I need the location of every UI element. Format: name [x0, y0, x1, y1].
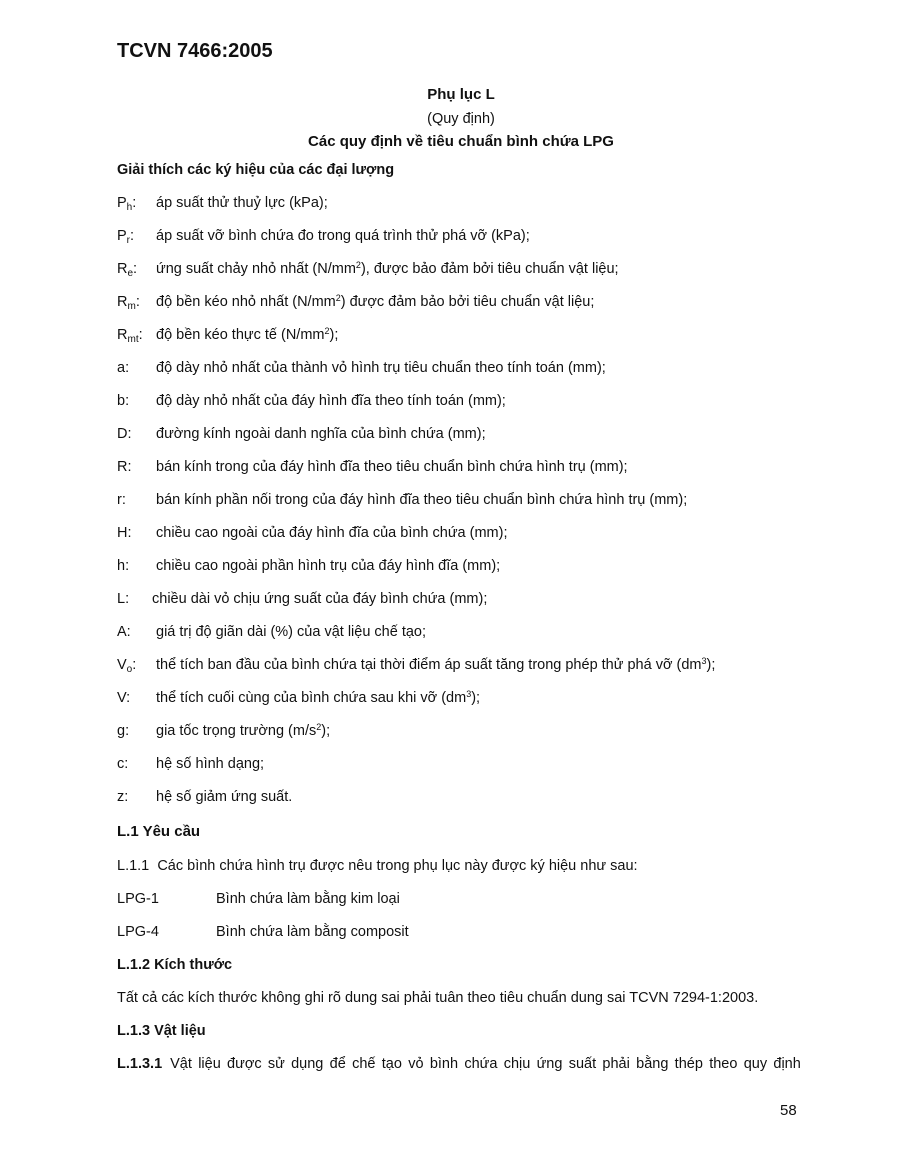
- symbol-colon: :: [125, 393, 130, 409]
- word: liệu: [198, 1056, 221, 1072]
- symbol-description: [156, 459, 628, 475]
- symbol-label: [117, 789, 128, 805]
- symbol-base: P: [117, 195, 127, 211]
- symbol-description: [156, 327, 338, 343]
- symbol-description-text-end: );: [321, 723, 331, 739]
- l1131-text: [170, 1056, 801, 1072]
- code-lpg1: LPG-1: [117, 891, 159, 907]
- section-l1-heading: L.1 Yêu cầu: [117, 823, 201, 840]
- symbol-label: [117, 723, 129, 739]
- symbol-description: [156, 723, 330, 739]
- symbol-subscript: h: [126, 202, 133, 213]
- symbol-subscript: o: [126, 664, 133, 675]
- symbol-description-text: gia tốc trọng trường (m/s: [156, 723, 317, 739]
- word: theo: [709, 1056, 738, 1072]
- symbol-description-text: ứng suất chảy nhỏ nhất (N/mm: [156, 261, 356, 277]
- symbol-description: [156, 426, 486, 442]
- symbol-description: [156, 492, 687, 508]
- symbol-description-text: thể tích cuối cùng của bình chứa sau khi vỡ (dm: [156, 690, 467, 706]
- symbol-description-text-end: ), được bảo đảm bởi tiêu chuẩn vật liệu;: [360, 261, 619, 277]
- word: quy: [743, 1056, 768, 1072]
- l112-heading: L.1.2 Kích thước: [117, 957, 233, 973]
- symbol-description: [156, 525, 507, 541]
- symbol-subscript: e: [127, 268, 134, 279]
- appendix-type: (Quy định): [427, 111, 495, 127]
- symbol-base: P: [117, 228, 127, 244]
- symbol-colon: :: [125, 360, 130, 376]
- symbol-colon: :: [127, 459, 132, 475]
- symbol-description-text: áp suất thử thuỷ lực (kPa);: [156, 195, 328, 211]
- l111-number: L.1.1: [117, 858, 150, 874]
- symbol-description-text: chiều dài vỏ chịu ứng suất của đáy bình chứa (mm);: [152, 591, 488, 607]
- symbol-label: [117, 624, 131, 640]
- symbol-label: [117, 426, 132, 442]
- word: tạo: [381, 1056, 402, 1072]
- l1131-paragraph: [117, 1056, 801, 1072]
- symbol-base: c: [117, 756, 125, 772]
- symbol-label: [117, 195, 136, 211]
- l113-heading: L.1.3 Vật liệu: [117, 1023, 206, 1039]
- word: vỏ: [408, 1056, 424, 1072]
- symbol-description-text-end: );: [471, 690, 481, 706]
- word: bằng: [636, 1056, 669, 1072]
- symbol-description: [156, 624, 426, 640]
- symbol-label: [117, 228, 134, 244]
- symbol-description-text: giá trị độ giãn dài (%) của vật liệu chế tạo;: [156, 624, 427, 640]
- word: bình: [429, 1056, 459, 1072]
- unit-superscript: 3: [466, 689, 472, 699]
- symbol-description-text: độ dày nhỏ nhất của thành vỏ hình trụ tiêu chuẩn theo tính toán (mm);: [156, 360, 606, 376]
- symbol-colon: :: [132, 195, 137, 211]
- symbol-colon: :: [121, 492, 126, 508]
- symbol-subscript: r: [126, 235, 131, 246]
- symbol-label: [117, 657, 136, 673]
- symbol-base: R: [117, 459, 128, 475]
- symbol-base: b: [117, 393, 126, 409]
- symbol-description-text: đường kính ngoài danh nghĩa của bình chứa (mm);: [156, 426, 486, 442]
- symbol-colon: :: [130, 228, 135, 244]
- symbol-colon: :: [133, 261, 138, 277]
- symbol-base: R: [117, 294, 128, 310]
- l111-text: Các bình chứa hình trụ được nêu trong phụ lục này được ký hiệu như sau:: [157, 858, 638, 874]
- symbol-label: [117, 492, 126, 508]
- word: chứa: [464, 1056, 498, 1072]
- symbol-base: A: [117, 624, 127, 640]
- symbol-colon: :: [124, 756, 129, 772]
- symbol-label: [117, 591, 129, 607]
- symbol-label: [117, 393, 129, 409]
- symbol-description-text: bán kính trong của đáy hình đĩa theo tiêu chuẩn bình chứa hình trụ (mm);: [156, 459, 628, 475]
- symbol-description-text: hệ số hình dạng;: [156, 756, 265, 772]
- symbol-label: [117, 261, 137, 277]
- symbol-description: [156, 294, 594, 310]
- page-number: 58: [780, 1102, 797, 1119]
- symbol-description-text: áp suất vỡ bình chứa đo trong quá trình thử phá vỡ (kPa);: [156, 228, 530, 244]
- symbol-description-text: bán kính phần nối trong của đáy hình đĩa theo tiêu chuẩn bình chứa hình trụ (mm);: [156, 492, 688, 508]
- symbol-base: h: [117, 558, 126, 574]
- code-lpg1-desc: Bình chứa làm bằng kim loại: [216, 891, 400, 907]
- word: sử: [267, 1056, 285, 1072]
- symbol-description-text: chiều cao ngoài của đáy hình đĩa của bình chứa (mm);: [156, 525, 508, 541]
- word: được: [227, 1056, 262, 1072]
- symbol-label: [117, 756, 128, 772]
- code-lpg4-desc: Bình chứa làm bằng composit: [216, 924, 409, 940]
- symbol-description: [156, 657, 715, 673]
- symbol-label: [117, 558, 129, 574]
- symbol-colon: :: [126, 690, 131, 706]
- symbol-description: [156, 195, 328, 211]
- symbol-colon: :: [126, 624, 131, 640]
- word: để: [329, 1056, 346, 1072]
- symbol-subscript: m: [127, 301, 136, 312]
- symbol-description: [156, 261, 619, 277]
- symbol-label: [117, 459, 132, 475]
- symbol-base: R: [117, 327, 128, 343]
- word: định: [773, 1056, 801, 1072]
- symbol-description-text: thể tích ban đầu của bình chứa tại thời điểm áp suất tăng trong phép thử phá vỡ (dm: [156, 657, 702, 673]
- symbol-base: V: [117, 657, 127, 673]
- unit-superscript: 2: [316, 722, 322, 732]
- word: chịu: [503, 1056, 531, 1072]
- symbol-base: a: [117, 360, 126, 376]
- symbol-description: [156, 360, 606, 376]
- appendix-title: Phụ lục L: [427, 86, 495, 103]
- symbol-colon: :: [138, 327, 143, 343]
- symbol-label: [117, 327, 143, 343]
- code-lpg4: LPG-4: [117, 924, 159, 940]
- symbols-heading: Giải thích các ký hiệu của các đại lượng: [117, 162, 395, 178]
- unit-superscript: 2: [335, 293, 341, 303]
- symbol-base: R: [117, 261, 128, 277]
- l1131-number: L.1.3.1: [117, 1056, 163, 1072]
- word: chế: [352, 1056, 376, 1072]
- symbol-label: [117, 525, 132, 541]
- symbol-colon: :: [127, 525, 132, 541]
- symbol-description-text-end: );: [329, 327, 339, 343]
- l111-paragraph: [117, 858, 638, 874]
- word: Vật: [170, 1056, 192, 1072]
- symbol-description-text: độ bền kéo nhỏ nhất (N/mm: [156, 294, 336, 310]
- symbol-description-text-end: );: [706, 657, 716, 673]
- symbol-base: D: [117, 426, 128, 442]
- symbol-base: H: [117, 525, 128, 541]
- word: phải: [602, 1056, 630, 1072]
- symbol-description-text: hệ số giảm ứng suất.: [156, 789, 293, 805]
- symbol-colon: :: [125, 723, 130, 739]
- unit-superscript: 3: [701, 656, 707, 666]
- word: suất: [568, 1056, 597, 1072]
- symbol-description: [156, 690, 480, 706]
- symbol-colon: :: [125, 591, 130, 607]
- unit-superscript: 2: [324, 326, 330, 336]
- symbol-base: r: [117, 492, 122, 508]
- symbol-base: L: [117, 591, 126, 607]
- appendix-heading: Các quy định về tiêu chuẩn bình chứa LPG: [308, 133, 614, 150]
- symbol-label: [117, 294, 140, 310]
- word: ứng: [536, 1056, 563, 1072]
- symbol-description-text: chiều cao ngoài phần hình trụ của đáy hình đĩa (mm);: [156, 558, 501, 574]
- symbol-base: g: [117, 723, 126, 739]
- symbol-description: [152, 591, 487, 607]
- symbol-description: [156, 228, 530, 244]
- symbol-description: [156, 756, 264, 772]
- symbol-description: [156, 393, 506, 409]
- symbol-label: [117, 690, 130, 706]
- standard-code: TCVN 7466:2005: [117, 40, 273, 62]
- symbol-colon: :: [132, 657, 137, 673]
- symbol-subscript: mt: [127, 334, 139, 345]
- l112-text: Tất cả các kích thước không ghi rõ dung sai phải tuân theo tiêu chuẩn dung sai TCVN 7294-1:2003.: [117, 990, 759, 1006]
- word: thép: [674, 1056, 703, 1072]
- symbol-colon: :: [125, 558, 130, 574]
- unit-superscript: 2: [355, 260, 361, 270]
- symbol-description-text: độ bền kéo thực tế (N/mm: [156, 327, 325, 343]
- symbol-base: V: [117, 690, 127, 706]
- symbol-base: z: [117, 789, 125, 805]
- symbol-colon: :: [127, 426, 132, 442]
- symbol-description-text: độ dày nhỏ nhất của đáy hình đĩa theo tính toán (mm);: [156, 393, 506, 409]
- symbol-label: [117, 360, 129, 376]
- word: dụng: [291, 1056, 324, 1072]
- symbol-colon: :: [124, 789, 129, 805]
- symbol-colon: :: [135, 294, 140, 310]
- symbol-description-text-end: ) được đảm bảo bởi tiêu chuẩn vật liệu;: [340, 294, 595, 310]
- symbol-description: [156, 789, 292, 805]
- symbol-description: [156, 558, 500, 574]
